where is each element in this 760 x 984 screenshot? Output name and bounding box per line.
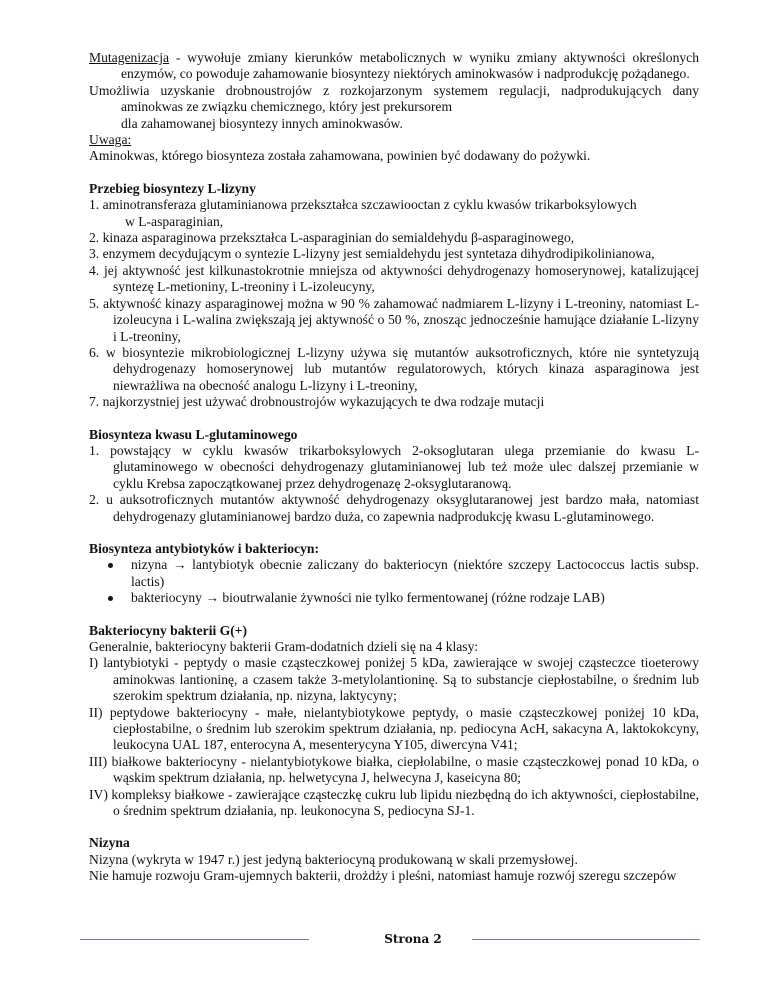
bacteriocin-class: I) lantybiotyki - peptydy o masie cząsteczkowej poniżej 5 kDa, zawierające w swojej cząsteczce tioeterowy aminokwas lantioninę, a czasem także 3-metylolantioninę. Są to substancje ciepłostabilne, o średnim lub szerokim spektrum działania, np. nizyna, laktycyny; bbox=[89, 655, 699, 704]
bacteriocins-intro: Generalnie, bakteriocyny bakterii Gram-dodatnich dzieli się na 4 klasy: bbox=[89, 639, 479, 654]
nisin-heading: Nizyna bbox=[89, 835, 130, 851]
bacteriocins-heading: Bakteriocyny bakterii G(+) bbox=[89, 622, 248, 638]
lysine-step: 3. enzymem decydującym o syntezie L-lizyny jest semialdehydu jest syntetaza dihydrodipikolinianowa, bbox=[89, 246, 655, 262]
mutagenesis-paragraph bbox=[89, 50, 699, 83]
list-item: nizyna → lantybiotyk obecnie zaliczany do bakteriocyn (niektóre szczepy Lactococcus lactis subsp. lactis) bbox=[89, 557, 699, 590]
lysine-step: 6. w biosyntezie mikrobiologicznej L-lizyny używa się mutantów auksotroficznych, które nie syntetyzują dehydrogenazy homoserynowej lub mutantów regulatorowych, których kinaza asparaginowa jest niewrażliwa na obecność analogu L-lizyny i L-treoniny, bbox=[89, 344, 699, 393]
nisin-paragraph-1: Nizyna (wykryta w 1947 r.) jest jedyną bakteriocyną produkowaną w skali przemysłowej. bbox=[89, 851, 578, 867]
mutagenesis-paragraph-2-cont: dla zahamowanej biosyntezy innych aminokwasów. bbox=[121, 115, 403, 131]
page-number: Strona 2 bbox=[363, 930, 463, 948]
mutagenesis-paragraph-2: Umożliwia uzyskanie drobnoustrojów z rozkojarzonym systemem regulacji, nadprodukujących dany aminokwas ze związku chemicznego, który jest prekursorem bbox=[89, 82, 699, 115]
glutamine-step: 2. u auksotroficznych mutantów aktywność dehydrogenazy oksyglutaranowej jest bardzo mała, natomiast dehydrogenazy glutaminianowej bardzo duża, co zapewnia nadprodukcję kwasu L-glutaminowego. bbox=[89, 492, 699, 524]
nisin-paragraph-2: Nie hamuje rozwoju Gram-ujemnych bakterii, drożdży i pleśni, natomiast hamuje rozwój szeregu szczepów bbox=[89, 868, 677, 884]
list-item: bakteriocyny → bioutrwalanie żywności nie tylko fermentowanej (różne rodzaje LAB) bbox=[89, 590, 699, 606]
lysine-step: 1. aminotransferaza glutaminianowa przekształca szczawiooctan z cyklu kwasów trikarboksylowych bbox=[89, 197, 637, 213]
note-text: Aminokwas, którego biosynteza została zahamowana, powinien być dodawany do pożywki. bbox=[89, 148, 591, 164]
lysine-step: 2. kinaza asparaginowa przekształca L-asparaginian do semialdehydu β-asparaginowego, bbox=[89, 230, 575, 246]
lysine-step-cont: w L-asparaginian, bbox=[125, 213, 224, 229]
bullet-icon bbox=[108, 563, 113, 568]
lysine-heading: Przebieg biosyntezy L-lizyny bbox=[89, 180, 256, 196]
bacteriocin-class: III) białkowe bakteriocyny - nielantybiotykowe białka, ciepłolabilne, o masie cząsteczkowej ponad 10 kDa, o wąskim spektrum działania, np. helwetycyna J, helwecyna J, kaseicyna 80; bbox=[89, 753, 699, 786]
lysine-step: 7. najkorzystniej jest używać drobnoustrojów wykazujących te dwa rodzaje mutacji bbox=[89, 394, 545, 410]
footer-rule-right bbox=[472, 939, 700, 940]
page-footer bbox=[80, 930, 700, 950]
bullet-icon bbox=[108, 596, 113, 601]
document-page bbox=[89, 50, 699, 885]
mutagenesis-definition: - wywołuje zmiany kierunków metabolicznych w wyniku zmiany aktywności określonych enzymów, co powoduje zahamowanie biosyntezy niektórych aminokwasów i nadprodukcję pożądanego. bbox=[121, 50, 699, 82]
lysine-step: 4. jej aktywność jest kilkunastokrotnie mniejsza od aktywności dehydrogenazy homoserynowej, katalizującej syntezę L-metioniny, L-treoniny i L-izoleucyny, bbox=[89, 262, 699, 295]
lysine-step: 5. aktywność kinazy asparaginowej można w 90 % zahamować nadmiarem L-lizyny i L-treoniny, natomiast L-izoleucyna i L-walina zwiększają jej aktywność o 50 %, znosząc jednocześnie hamujące działanie L-lizyny i L-treoniny, bbox=[89, 295, 699, 344]
glutamine-step: 1. powstający w cyklu kwasów trikarboksylowych 2-oksoglutaran ulega przemianie do kwasu L-glutaminowego w obecności dehydrogenazy glutaminianowej lub też może ulec dalszej przemianie w cyklu Krebsa zapoczątkowanej przez dehydrogenazę 2-oksyglutaranową. bbox=[89, 442, 699, 491]
antibiotics-heading: Biosynteza antybiotyków i bakteriocyn: bbox=[89, 540, 319, 556]
antibiotics-list bbox=[89, 557, 699, 606]
bacteriocin-class: II) peptydowe bakteriocyny - małe, nielantybiotykowe peptydy, o masie cząsteczkowej poniżej 10 kDa, ciepłostabilne, o średnim lub szerokim spektrum działania, np. pediocyna AcH, sakacyna A, laktokokcyny, leukocyna UAL 187, enterocyna A, mesenterycyna Y105, diwercyna V41; bbox=[89, 704, 699, 753]
mutagenesis-term: Mutagenizacja bbox=[89, 50, 170, 65]
footer-rule-left bbox=[80, 939, 309, 940]
note-label: Uwaga: bbox=[89, 132, 132, 148]
glutamine-heading: Biosynteza kwasu L-glutaminowego bbox=[89, 426, 298, 442]
bacteriocin-class: IV) kompleksy białkowe - zawierające cząsteczkę cukru lub lipidu niezbędną do ich aktywności, ciepłostabilne, o średnim spektrum działania, np. leukonocyna S, pediocyna SJ-1. bbox=[89, 786, 699, 819]
